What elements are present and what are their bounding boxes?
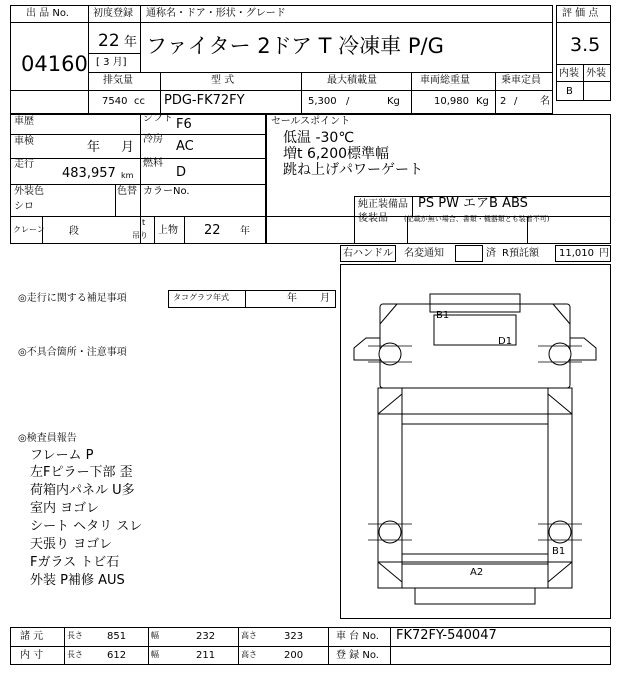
inspector-label: ◎検査員報告 <box>18 433 77 444</box>
sales-point-label: セールスポイント <box>271 116 351 127</box>
loading-label: 上物 <box>158 225 178 236</box>
max-load-unit: Kg <box>387 96 400 107</box>
ac-value: AC <box>176 139 194 154</box>
loading-year: 22 <box>204 223 221 238</box>
loading-year-unit: 年 <box>240 226 250 237</box>
recycle-fee-value: 11,010 <box>559 248 594 259</box>
displacement-unit: cc <box>134 96 145 107</box>
tacho-month-unit: 月 <box>320 293 330 304</box>
crane-suspend: 吊り <box>132 231 148 240</box>
outer-width: 232 <box>196 631 216 642</box>
diagram-mark-b1-front: B1 <box>436 310 450 321</box>
first-reg-year: 22 <box>98 31 120 51</box>
recycle-fee-label: R預託額 <box>502 248 539 259</box>
chassis-value: FK72FY-540047 <box>396 628 497 643</box>
chassis-label: 車 台 No. <box>336 631 379 642</box>
steering-value: 右ハンドル <box>343 248 393 259</box>
color-code-label: カラーNo. <box>143 186 190 197</box>
diagram-mark-a2: A2 <box>470 567 484 578</box>
capacity-slash: / <box>514 96 518 107</box>
fuel-label: 燃料 <box>143 158 163 169</box>
inspection-month: 月 <box>121 140 135 155</box>
sales-line-2: 増t 6,200標準幅 <box>283 146 390 162</box>
inspector-line-1: フレーム P <box>30 448 94 463</box>
outer-length: 851 <box>107 631 127 642</box>
tachograph-label: タコグラフ年式 <box>173 293 229 302</box>
inspector-line-2: 左Fピラー下部 歪 <box>30 465 133 480</box>
shift-label: シフト <box>143 113 173 124</box>
sales-line-3: 跳ね上げパワーゲート <box>283 162 423 178</box>
inner-width-label: 幅 <box>151 650 159 659</box>
aftermarket-note: (記載が無い場合、書類・機器類とも装着不可) <box>404 215 550 223</box>
interior-score: B <box>566 86 573 97</box>
score-value: 3.5 <box>570 34 601 56</box>
capacity-label: 乗車定員 <box>501 75 541 86</box>
max-load-label: 最大積載量 <box>327 75 377 86</box>
genuine-equip-value: PS PW エアB ABS <box>418 196 528 211</box>
ext-color-label: 外装色 <box>14 186 44 197</box>
mileage-value: 483,957 <box>62 166 116 181</box>
inner-dims-label: 内 寸 <box>20 650 44 661</box>
inspection-label: 車検 <box>14 136 34 147</box>
type-value: PDG-FK72FY <box>164 93 245 108</box>
mileage-label: 走行 <box>14 159 34 170</box>
crane-t: t <box>142 218 146 227</box>
inner-width: 211 <box>196 650 216 661</box>
outer-dims-label: 諸 元 <box>20 631 44 642</box>
inspector-line-4: 室内 ヨゴレ <box>30 501 100 516</box>
shift-value: F6 <box>176 117 192 132</box>
inner-height-label: 高さ <box>241 650 257 659</box>
capacity-value: 2 <box>500 96 507 107</box>
outer-width-label: 幅 <box>151 631 159 640</box>
diagram-mark-d1: D1 <box>498 336 513 347</box>
model-name-label: 通称名・ドア・形状・グレード <box>146 8 286 19</box>
color-change-label: 色替 <box>117 186 137 197</box>
first-reg-label: 初度登録 <box>93 8 133 19</box>
gross-weight-value: 10,980 <box>434 96 469 107</box>
name-change-label: 名変通知 <box>404 248 444 259</box>
running-remarks-label: ◎走行に関する補足事項 <box>18 293 127 304</box>
inner-length-label: 長さ <box>67 650 83 659</box>
tacho-year-unit: 年 <box>287 293 297 304</box>
type-label: 型 式 <box>211 75 235 86</box>
inspector-line-3: 荷箱内パネル U多 <box>30 483 135 498</box>
sales-line-1: 低温 -30℃ <box>283 130 355 146</box>
displacement-value: 7540 <box>102 96 128 107</box>
defects-label: ◎不具合箇所・注意事項 <box>18 347 127 358</box>
reg-no-label: 登 録 No. <box>336 650 379 661</box>
capacity-unit: 名 <box>540 96 550 107</box>
interior-score-label: 内装 <box>559 68 579 79</box>
first-reg-month: [ 3 月] <box>96 57 127 68</box>
outer-length-label: 長さ <box>67 631 83 640</box>
inner-height: 200 <box>284 650 304 661</box>
aftermarket-label: 後装品 <box>358 213 388 224</box>
currency-unit: 円 <box>599 248 609 259</box>
inspector-line-8: 外装 P補修 AUS <box>30 573 125 588</box>
crane-label: クレーン <box>13 225 45 234</box>
crane-stage: 段 <box>69 226 79 237</box>
fuel-value: D <box>176 165 187 180</box>
outer-height-label: 高さ <box>241 631 257 640</box>
score-label: 評 価 点 <box>562 8 599 19</box>
gross-weight-unit: Kg <box>476 96 489 107</box>
mileage-unit: km <box>121 171 134 180</box>
name-change-box <box>455 245 483 262</box>
genuine-equip-label: 純正装備品 <box>358 199 408 210</box>
outer-height: 323 <box>284 631 304 642</box>
max-load-value: 5,300 <box>308 96 337 107</box>
inner-length: 612 <box>107 650 127 661</box>
history-label: 車歴 <box>14 116 34 127</box>
displacement-label: 排気量 <box>103 75 133 86</box>
inspector-line-7: Fガラス トビ石 <box>30 555 120 570</box>
ext-color-value: シロ <box>14 201 34 212</box>
ac-label: 冷房 <box>143 134 163 145</box>
year-unit: 年 <box>124 35 138 50</box>
recycle-label: 済 <box>486 248 496 259</box>
diagram-mark-b1-rear: B1 <box>552 546 566 557</box>
truck-outline <box>340 264 611 619</box>
inspection-year: 年 <box>87 140 101 155</box>
inspector-line-6: 天張り ヨゴレ <box>30 537 113 552</box>
inspector-line-5: シート ヘタリ スレ <box>30 519 143 534</box>
max-load-slash: / <box>346 96 350 107</box>
exterior-score-label: 外装 <box>586 68 606 79</box>
lot-label: 出 品 No. <box>26 8 69 19</box>
model-name: ファイター 2ドア T 冷凍車 P/G <box>146 34 444 58</box>
gross-weight-label: 車両総重量 <box>420 75 470 86</box>
lot-number: 04160 <box>21 52 88 76</box>
